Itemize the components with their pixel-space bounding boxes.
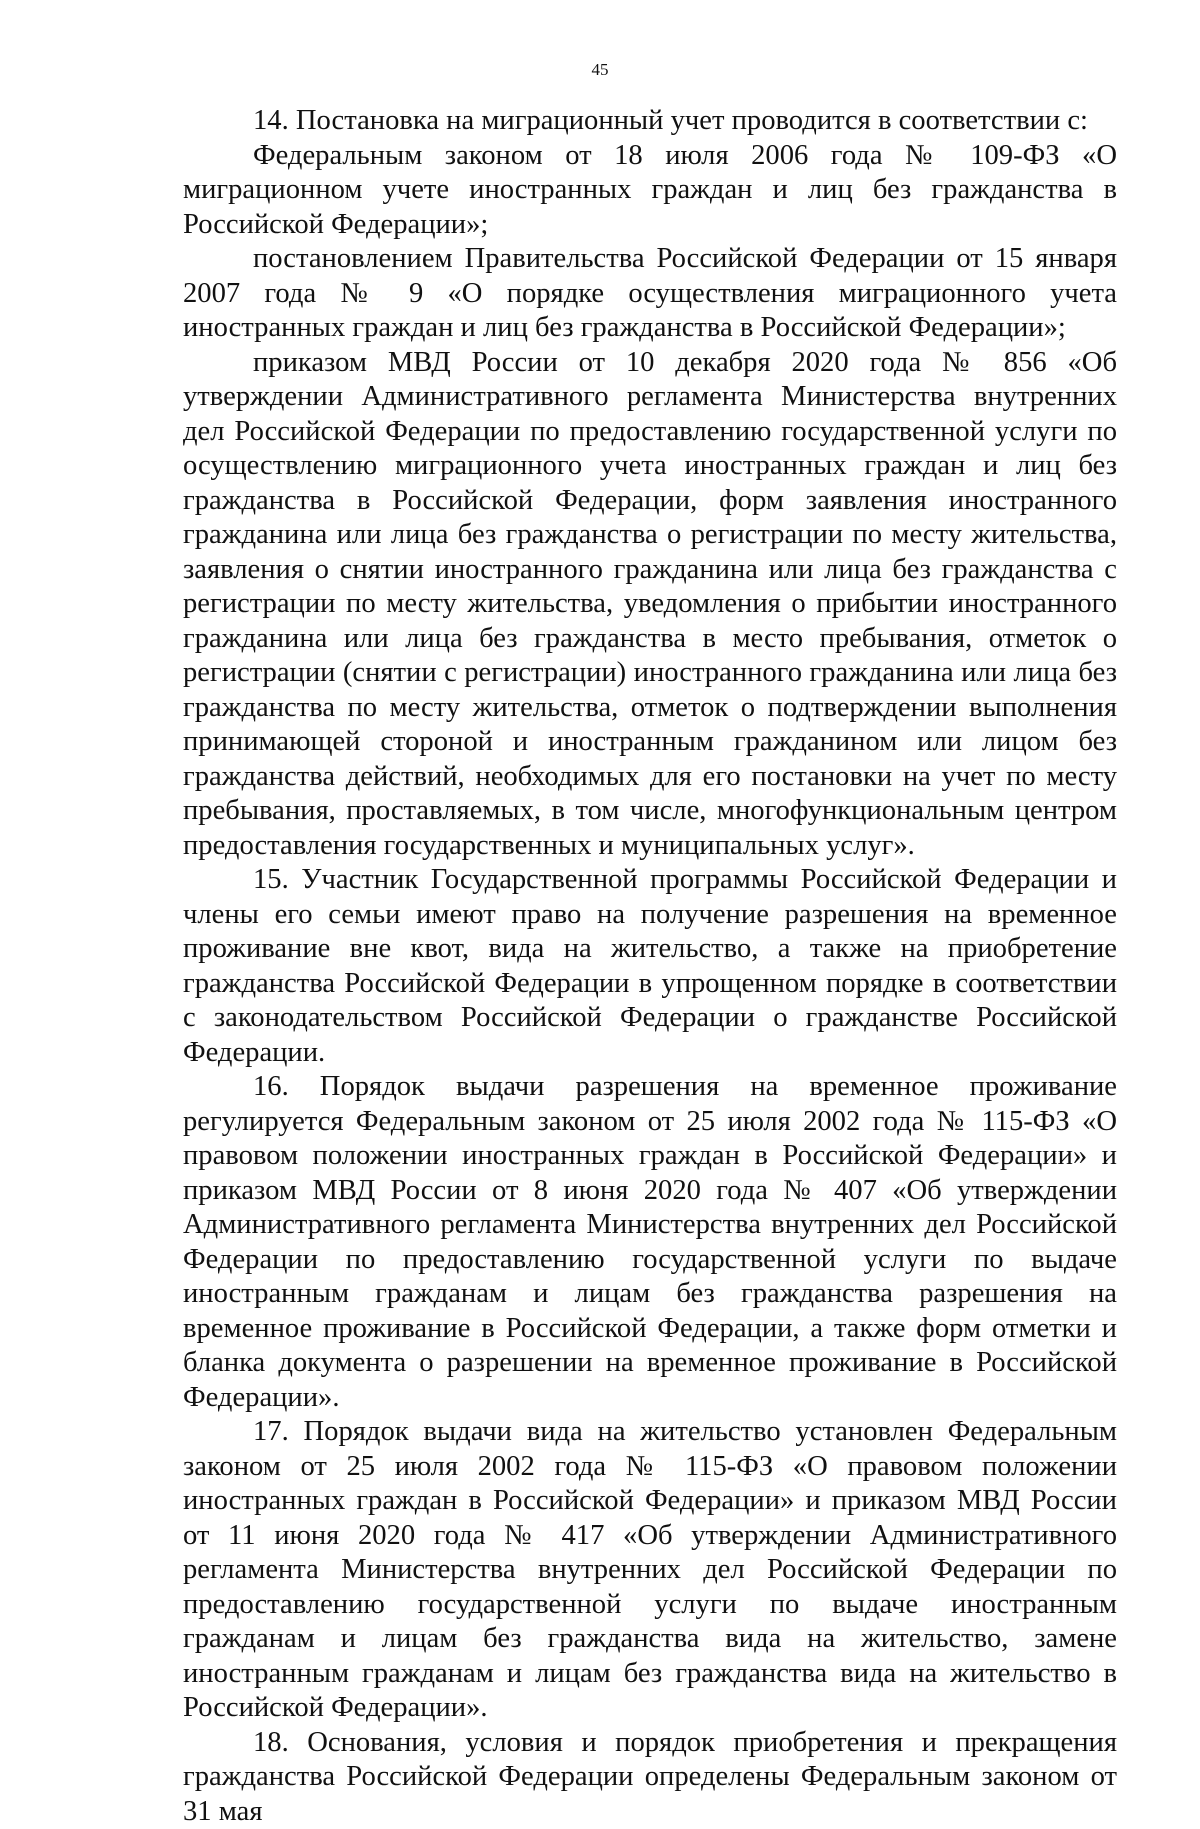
paragraph-17: 17. Порядок выдачи вида на жительство установлен Федеральным законом от 25 июля 2002 года № 115-ФЗ «О правовом положении иностранных граждан в Российской Федерации» и приказом МВД России от 11 июня 2020 года № 417 «Об утверждении Административного регламента Министерства внутренних дел Российской Федерации по предоставлению государственной услуги по выдаче иностранным гражданам и лицам без гражданства вида на жительство, замене иностранным гражданам и лицам без гражданства вида на жительство в Российской Федерации». (183, 1415, 1117, 1726)
paragraph-14-intro: 14. Постановка на миграционный учет проводится в соответствии с: (183, 104, 1117, 139)
paragraph-15: 15. Участник Государственной программы Российской Федерации и члены его семьи имеют право на получение разрешения на временное проживание вне квот, вида на жительство, а также на приобретение гражданства Российской Федерации в упрощенном порядке в соответствии с законодательством Российской Федерации о гражданстве Российской Федерации. (183, 863, 1117, 1070)
page-number: 45 (0, 60, 1200, 80)
paragraph-16: 16. Порядок выдачи разрешения на временное проживание регулируется Федеральным законом от 25 июля 2002 года № 115-ФЗ «О правовом положении иностранных граждан в Российской Федерации» и приказом МВД России от 8 июня 2020 года № 407 «Об утверждении Административного регламента Министерства внутренних дел Российской Федерации по предоставлению государственной услуги по выдаче иностранным гражданам и лицам без гражданства разрешения на временное проживание в Российской Федерации, а также форм отметки и бланка документа о разрешении на временное проживание в Российской Федерации». (183, 1070, 1117, 1415)
paragraph-law-109fz: Федеральным законом от 18 июля 2006 года № 109-ФЗ «О миграционном учете иностранных граждан и лиц без гражданства в Российской Федерации»; (183, 139, 1117, 243)
paragraph-18: 18. Основания, условия и порядок приобретения и прекращения гражданства Российской Федерации определены Федеральным законом от 31 мая (183, 1726, 1117, 1829)
paragraph-decree-9: постановлением Правительства Российской Федерации от 15 января 2007 года № 9 «О порядке осуществления миграционного учета иностранных граждан и лиц без гражданства в Российской Федерации»; (183, 242, 1117, 346)
paragraph-order-856: приказом МВД России от 10 декабря 2020 года № 856 «Об утверждении Административного регламента Министерства внутренних дел Российской Федерации по предоставлению государственной услуги по осуществлению миграционного учета иностранных граждан и лиц без гражданства в Российской Федерации, форм заявления иностранного гражданина или лица без гражданства о регистрации по месту жительства, заявления о снятии иностранного гражданина или лица без гражданства с регистрации по месту жительства, уведомления о прибытии иностранного гражданина или лица без гражданства в место пребывания, отметок о регистрации (снятии с регистрации) иностранного гражданина или лица без гражданства по месту жительства, отметок о подтверждении выполнения принимающей стороной и иностранным гражданином или лицом без гражданства действий, необходимых для его постановки на учет по месту пребывания, проставляемых, в том числе, многофункциональным центром предоставления государственных и муниципальных услуг». (183, 346, 1117, 864)
document-body (183, 104, 1117, 1829)
